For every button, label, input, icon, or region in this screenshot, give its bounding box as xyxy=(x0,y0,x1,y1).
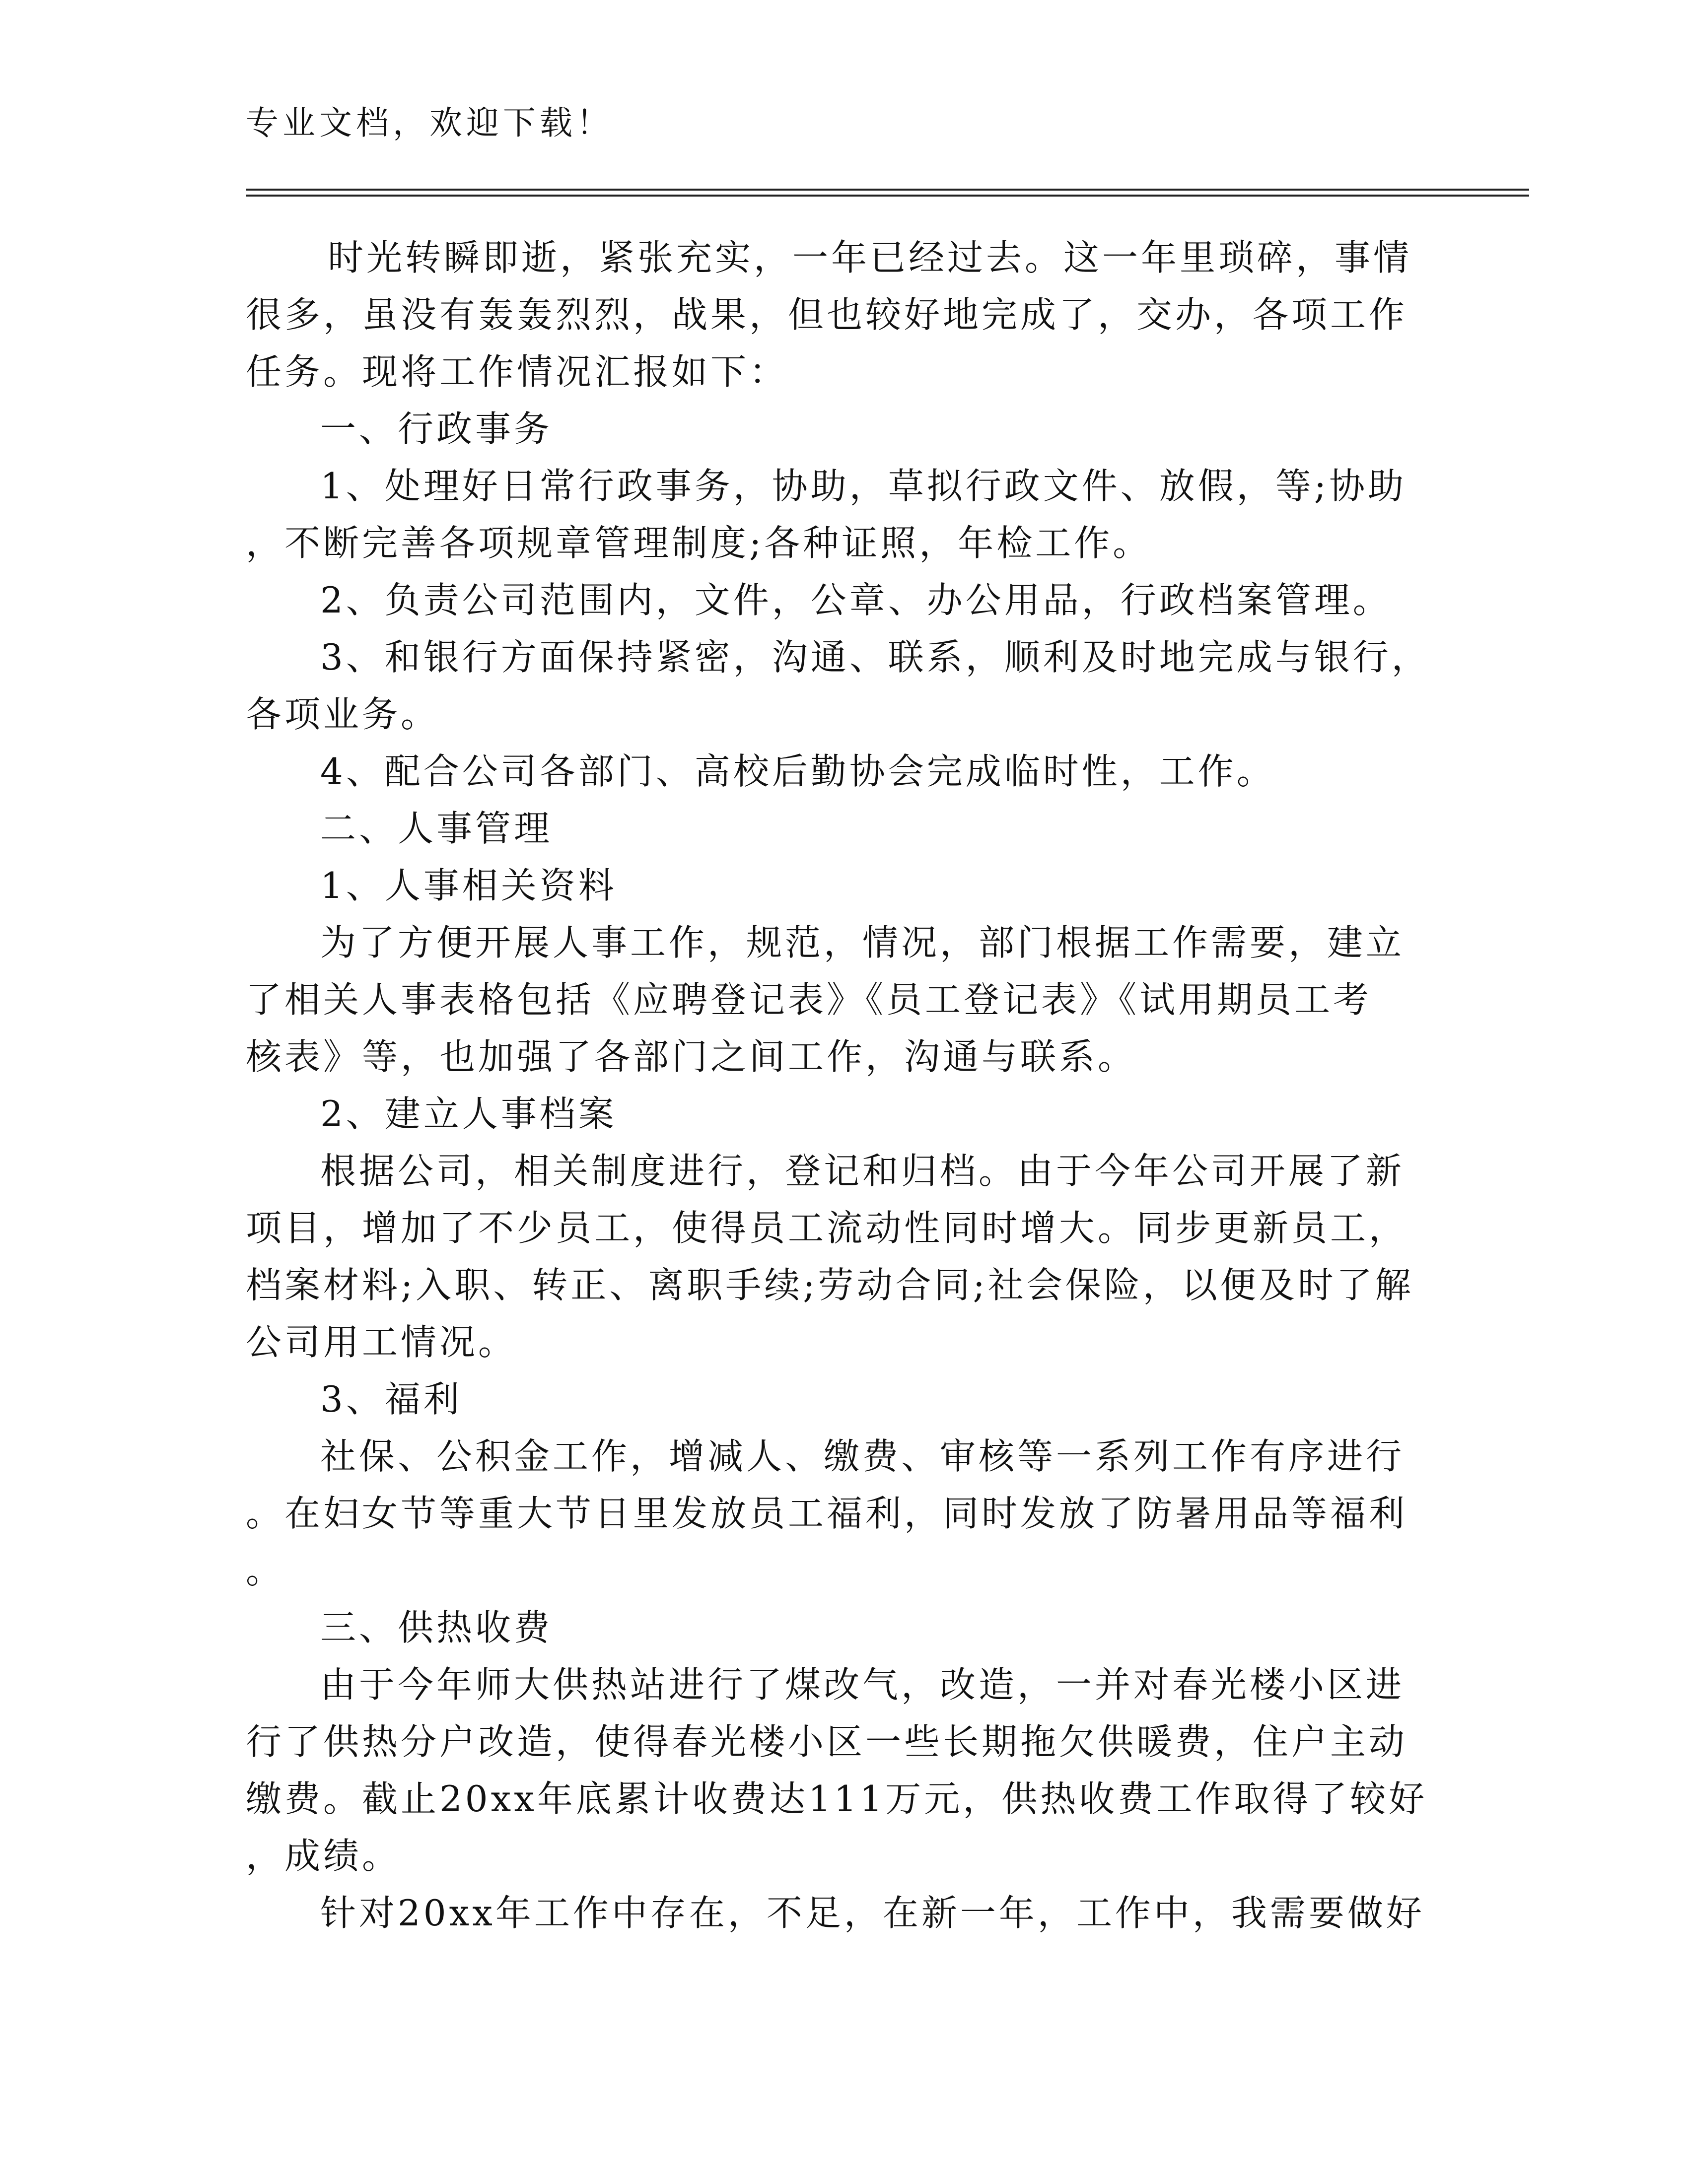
body-line: ，不断完善各项规章管理制度;各种证照，年检工作。 xyxy=(246,522,1152,564)
body-line: 为了方便开展人事工作，规范，情况，部门根据工作需要，建立 xyxy=(320,922,1405,963)
body-line: 2、负责公司范围内，文件，公章、办公用品，行政档案管理。 xyxy=(320,579,1392,621)
body-line: 很多，虽没有轰轰烈烈，战果，但也较好地完成了，交办，各项工作 xyxy=(246,294,1408,336)
body-line: 4、配合公司各部门、高校后勤协会完成临时性，工作。 xyxy=(320,751,1275,792)
body-line: 社保、公积金工作，增减人、缴费、审核等一系列工作有序进行 xyxy=(320,1435,1405,1477)
body-line: 针对20xx年工作中存在，不足，在新一年，工作中，我需要做好 xyxy=(320,1892,1425,1934)
body-line: 行了供热分户改造，使得春光楼小区一些长期拖欠供暖费，住户主动 xyxy=(246,1721,1408,1763)
body-line: 根据公司，相关制度进行，登记和归档。由于今年公司开展了新 xyxy=(320,1150,1405,1192)
body-line: 时光转瞬即逝，紧张充实，一年已经过去。这一年里琐碎，事情 xyxy=(328,237,1412,278)
subsection-heading: 3、福利 xyxy=(320,1378,462,1420)
body-line: 项目，增加了不少员工，使得员工流动性同时增大。同步更新员工， xyxy=(246,1207,1408,1249)
body-line: ，成绩。 xyxy=(246,1835,401,1877)
section-heading: 三、供热收费 xyxy=(320,1607,553,1648)
subsection-heading: 1、人事相关资料 xyxy=(320,865,617,906)
body-line: 。 xyxy=(246,1550,285,1591)
body-line: 1、处理好日常行政事务，协助，草拟行政文件、放假，等;协助 xyxy=(320,465,1407,507)
section-heading: 一、行政事务 xyxy=(320,408,553,450)
body-line: 任务。现将工作情况汇报如下： xyxy=(246,351,788,393)
body-line: 。在妇女节等重大节日里发放员工福利，同时发放了防暑用品等福利 xyxy=(246,1493,1408,1534)
body-line: 了相关人事表格包括《应聘登记表》《员工登记表》《试用期员工考 xyxy=(246,979,1372,1021)
subsection-heading: 2、建立人事档案 xyxy=(320,1093,617,1135)
body-line: 各项业务。 xyxy=(246,693,440,735)
body-line: 核表》等，也加强了各部门之间工作，沟通与联系。 xyxy=(246,1036,1137,1078)
body-line: 3、和银行方面保持紧密，沟通、联系，顺利及时地完成与银行， xyxy=(320,636,1430,678)
page-header-text: 专业文档，欢迎下载！ xyxy=(246,104,613,142)
body-line: 档案材料;入职、转正、离职手续;劳动合同;社会保险，以便及时了解 xyxy=(246,1264,1414,1306)
body-line: 由于今年师大供热站进行了煤改气，改造，一并对春光楼小区进 xyxy=(320,1664,1405,1706)
body-line: 缴费。截止20xx年底累计收费达111万元，供热收费工作取得了较好 xyxy=(246,1778,1428,1820)
section-heading: 二、人事管理 xyxy=(320,808,553,849)
body-line: 公司用工情况。 xyxy=(246,1321,517,1363)
